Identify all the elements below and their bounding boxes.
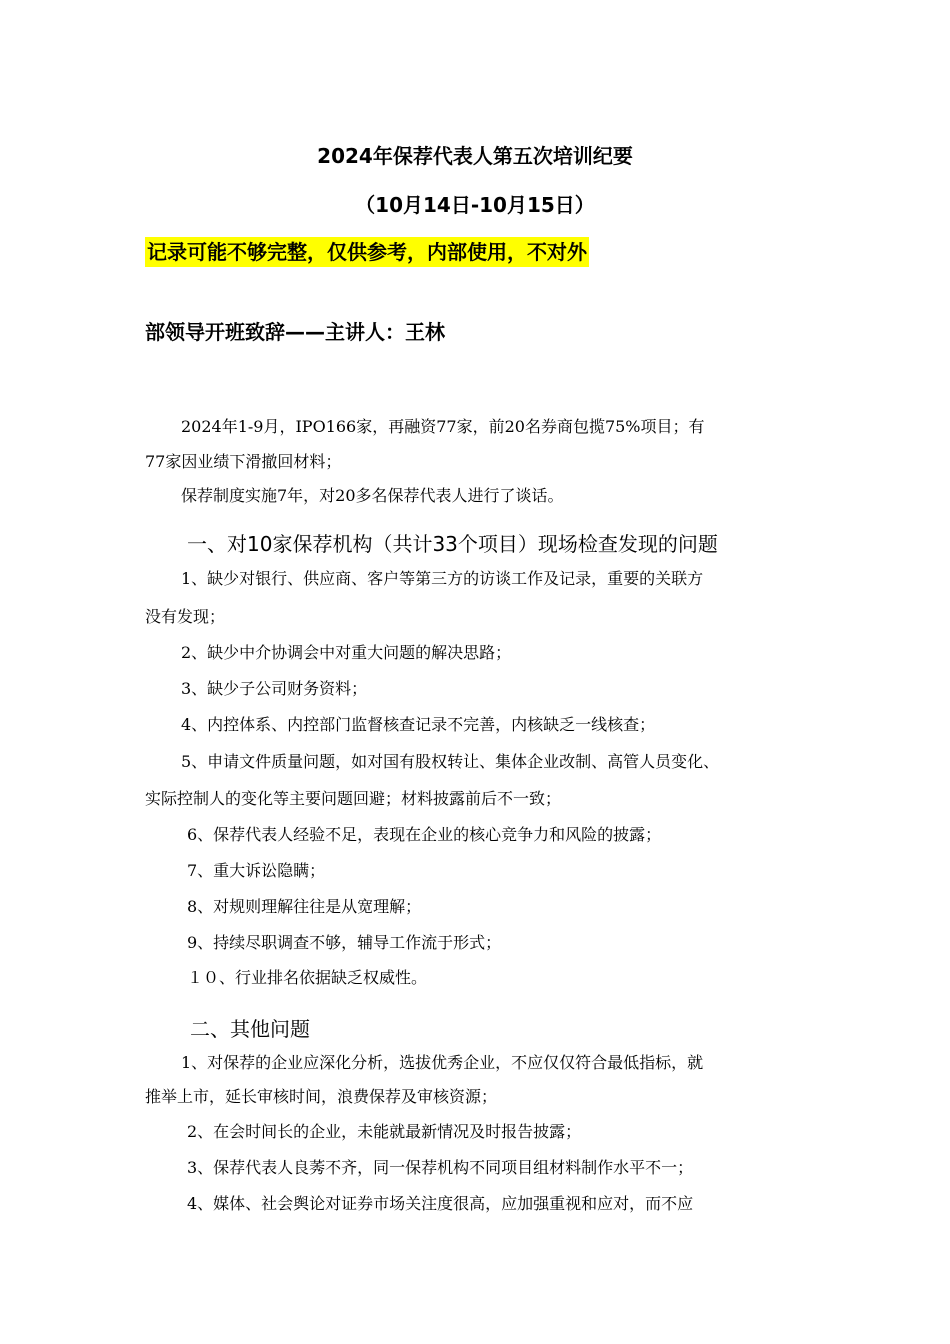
section-1-item: 4、内控体系、内控部门监督核查记录不完善，内核缺乏一线核查； xyxy=(181,715,656,734)
section-1-heading: 一、对10家保荐机构（共计33个项目）现场检查发现的问题 xyxy=(187,532,718,556)
section-1-item: 7、重大诉讼隐瞒； xyxy=(187,861,326,880)
section-1-item: 6、保荐代表人经验不足，表现在企业的核心竞争力和风险的披露； xyxy=(187,825,662,844)
section-2-item: 3、保荐代表人良莠不齐，同一保荐机构不同项目组材料制作水平不一； xyxy=(187,1158,694,1177)
date-range: （10月14日-10月15日） xyxy=(355,193,595,217)
intro-line: 2024年1-9月，IPO166家，再融资77家，前20名券商包揽75%项目；有 xyxy=(181,417,705,436)
section-2-item: 4、媒体、社会舆论对证券市场关注度很高，应加强重视和应对，而不应 xyxy=(187,1194,694,1213)
section-1-item: 1、缺少对银行、供应商、客户等第三方的访谈工作及记录，重要的关联方 xyxy=(181,569,704,588)
document-title: 2024年保荐代表人第五次培训纪要 xyxy=(317,144,633,168)
section-1-item: １０、行业排名依据缺乏权威性。 xyxy=(187,968,428,987)
section-1-item: 没有发现； xyxy=(145,607,226,626)
section-1-item: 5、申请文件质量问题，如对国有股权转让、集体企业改制、高管人员变化、 xyxy=(181,752,720,771)
section-2-item: 推举上市，延长审核时间，浪费保荐及审核资源； xyxy=(145,1087,498,1106)
section-1-item: 3、缺少子公司财务资料； xyxy=(181,679,368,698)
intro-line: 保荐制度实施7年，对20多名保荐代表人进行了谈话。 xyxy=(181,486,564,505)
section-1-item: 8、对规则理解往往是从宽理解； xyxy=(187,897,422,916)
internal-notice: 记录可能不够完整，仅供参考，内部使用，不对外 xyxy=(145,237,589,267)
section-2-item: 2、在会时间长的企业，未能就最新情况及时报告披露； xyxy=(187,1122,582,1141)
section-2-item: 1、对保荐的企业应深化分析，选拔优秀企业，不应仅仅符合最低指标，就 xyxy=(181,1053,704,1072)
speaker-heading: 部领导开班致辞——主讲人：王林 xyxy=(145,320,445,344)
section-1-item: 2、缺少中介协调会中对重大问题的解决思路； xyxy=(181,643,512,662)
section-1-item: 9、持续尽职调查不够，辅导工作流于形式； xyxy=(187,933,502,952)
section-2-heading: 二、其他问题 xyxy=(190,1017,310,1041)
section-1-item: 实际控制人的变化等主要问题回避；材料披露前后不一致； xyxy=(145,789,562,808)
intro-line: 77家因业绩下滑撤回材料； xyxy=(145,452,342,471)
